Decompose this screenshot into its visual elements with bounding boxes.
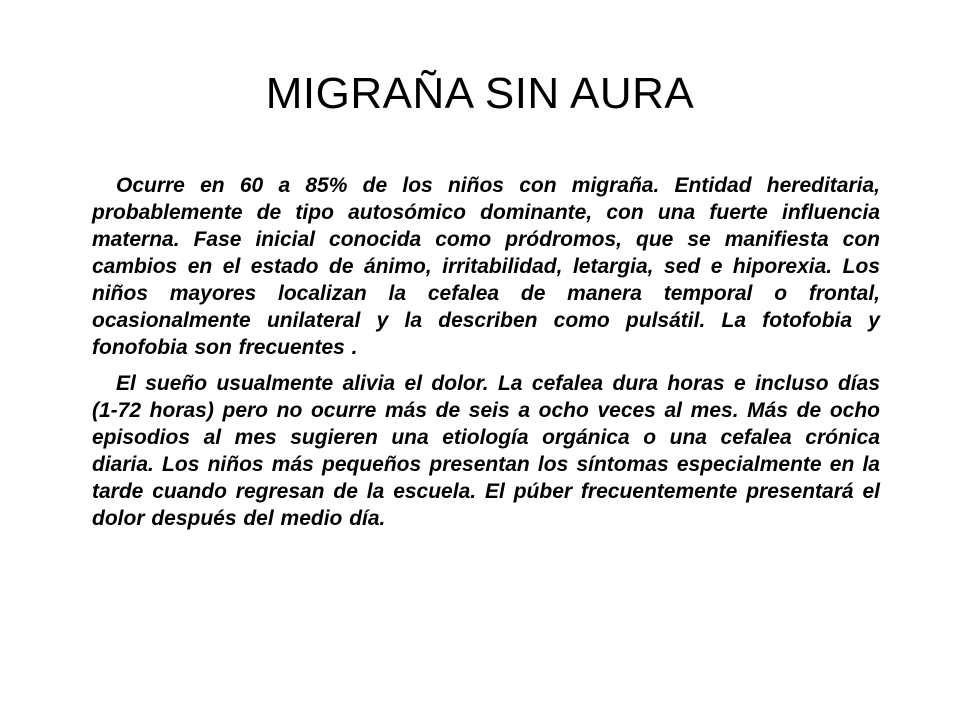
paragraph-migraine-course: El sueño usualmente alivia el dolor. La cefalea dura horas e incluso días (1-72 horas) pero no ocurre más de seis a ocho veces al mes. Más de ocho episodios al mes sugieren una etiología orgánica o una cefalea crónica diaria. Los niños más pequeños presentan los síntomas especialmente en la tarde cuando regresan de la escuela. El púber frecuentemente presentará el dolor después del medio día.: [92, 372, 880, 530]
slide-body: [92, 172, 880, 532]
slide-title: MIGRAÑA SIN AURA: [265, 69, 695, 118]
paragraph-migraine-description: Ocurre en 60 a 85% de los niños con migraña. Entidad hereditaria, probablemente de tipo autosómico dominante, con una fuerte influencia materna. Fase inicial conocida como pródromos, que se manifiesta con cambios en el estado de ánimo, irritabilidad, letargia, sed e hiporexia. Los niños mayores localizan la cefalea de manera temporal o frontal, ocasionalmente unilateral y la describen como pulsátil. La fotofobia y fonofobia son frecuentes .: [92, 174, 880, 359]
